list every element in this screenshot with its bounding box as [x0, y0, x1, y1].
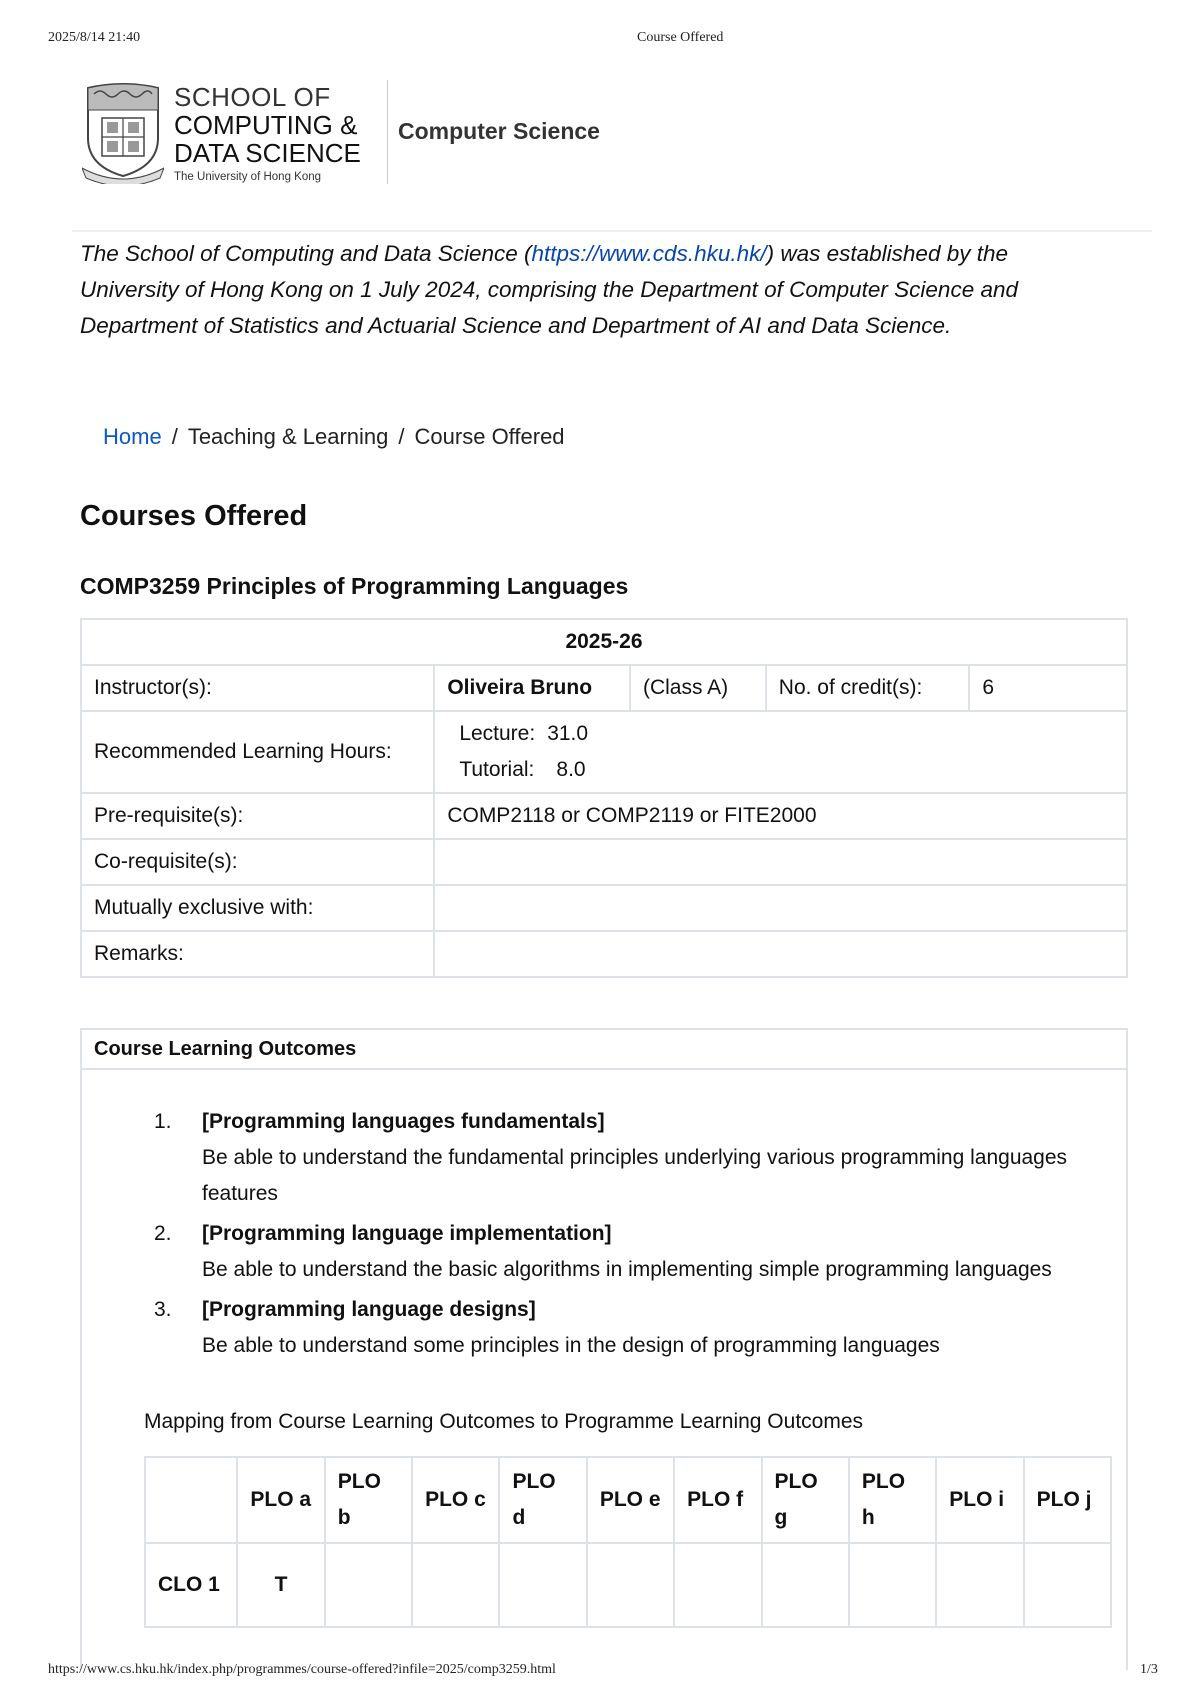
clo-description: Be able to understand some principles in the design of programming languages: [202, 1334, 940, 1357]
mapping-cell: [936, 1543, 1023, 1627]
plo-header: PLO c: [412, 1457, 499, 1543]
department-name[interactable]: Computer Science: [398, 118, 600, 144]
mapping-cell: [412, 1543, 499, 1627]
plo-header: PLO e: [587, 1457, 674, 1543]
intro-paragraph: [80, 236, 1060, 344]
lecture-label: Lecture:: [459, 722, 536, 745]
header-rule: [72, 230, 1152, 232]
school-name-line1: SCHOOL OF: [174, 82, 331, 112]
plo-header: PLO b: [325, 1457, 412, 1543]
plo-header: PLO i: [936, 1457, 1023, 1543]
mapping-cell: [849, 1543, 936, 1627]
prereq-label: Pre-requisite(s):: [81, 793, 434, 839]
corner-cell: [145, 1457, 237, 1543]
plo-header: PLO d: [499, 1457, 586, 1543]
plo-header: PLO g: [762, 1457, 849, 1543]
clo-row-label: CLO 1: [145, 1543, 237, 1627]
mapping-caption: Mapping from Course Learning Outcomes to Programme Learning Outcomes: [144, 1410, 864, 1433]
instructor-name: Oliveira Bruno: [434, 665, 630, 711]
clo-number: 3.: [154, 1298, 172, 1321]
clo-title: [Programming languages fundamentals]: [202, 1110, 605, 1133]
hku-crest-logo[interactable]: [82, 80, 164, 184]
school-name-line2: COMPUTING &: [174, 110, 358, 140]
credits-label: No. of credit(s):: [766, 665, 970, 711]
cds-website-link[interactable]: https://www.cds.hku.hk/: [531, 241, 767, 266]
breadcrumb-separator: /: [398, 424, 405, 449]
clo-item: [154, 1292, 1094, 1364]
mapping-cell: [325, 1543, 412, 1627]
clo-item: [154, 1104, 1094, 1212]
mapping-cell: [587, 1543, 674, 1627]
table-row: [145, 1543, 1111, 1627]
course-info-table: [80, 618, 1128, 978]
plo-header: PLO a: [237, 1457, 324, 1543]
breadcrumb-current: Course Offered: [414, 424, 565, 449]
intro-text-start: The School of Computing and Data Science (: [80, 241, 532, 266]
credits-value: 6: [969, 665, 1127, 711]
tutorial-label: Tutorial:: [459, 758, 535, 781]
lecture-hours-row: [447, 716, 1114, 752]
lecture-hours: 31.0: [547, 722, 589, 745]
breadcrumb-separator: /: [171, 424, 178, 449]
mapping-cell: [674, 1543, 761, 1627]
exclusive-value: [434, 885, 1127, 931]
university-name: The University of Hong Kong: [174, 171, 322, 183]
clo-panel: [80, 1028, 1128, 1670]
page-title: Courses Offered: [80, 500, 308, 532]
plo-header: PLO f: [674, 1457, 761, 1543]
instructor-label: Instructor(s):: [81, 665, 434, 711]
mapping-cell: [1024, 1543, 1111, 1627]
clo-number: 2.: [154, 1222, 172, 1245]
mapping-cell: [762, 1543, 849, 1627]
print-page-number: 1/3: [1140, 1662, 1158, 1677]
intro-text-end: ) was established by the University of Hong Kong on 1 July 2024, comprising the Department of Computer Science and Department of Statistics and Actuarial Science and Department of AI and Data Science.: [80, 241, 1019, 338]
prereq-value: COMP2118 or COMP2119 or FITE2000: [434, 793, 1127, 839]
coreq-value: [434, 839, 1127, 885]
exclusive-label: Mutually exclusive with:: [81, 885, 434, 931]
academic-year: 2025-26: [81, 619, 1127, 665]
breadcrumb-home[interactable]: Home: [103, 424, 162, 449]
plo-header: PLO j: [1024, 1457, 1111, 1543]
breadcrumb-section[interactable]: Teaching & Learning: [187, 424, 389, 449]
hours-value: [434, 711, 1127, 793]
hours-label: Recommended Learning Hours:: [81, 711, 434, 793]
school-wordmark: [174, 84, 374, 184]
header-divider: [387, 80, 388, 184]
plo-header: PLO h: [849, 1457, 936, 1543]
clo-number: 1.: [154, 1110, 172, 1133]
school-name-line3: DATA SCIENCE: [174, 138, 361, 168]
tutorial-hours: 8.0: [556, 758, 586, 781]
breadcrumb: [103, 424, 565, 450]
clo-description: Be able to understand the basic algorithms in implementing simple programming languages: [202, 1258, 1052, 1281]
mapping-cell: T: [237, 1543, 324, 1627]
course-title: COMP3259 Principles of Programming Languages: [80, 573, 629, 599]
clo-heading: Course Learning Outcomes: [82, 1030, 1126, 1070]
plo-header-row: [145, 1457, 1111, 1543]
print-datetime: 2025/8/14 21:40: [48, 30, 141, 45]
clo-list: [154, 1104, 1094, 1368]
print-title: Course Offered: [637, 30, 724, 45]
instructor-class: (Class A): [630, 665, 766, 711]
clo-title: [Programming language implementation]: [202, 1222, 612, 1245]
print-url: https://www.cs.hku.hk/index.php/programmes/course-offered?infile=2025/comp3259.html: [48, 1662, 556, 1677]
clo-plo-mapping-table: [144, 1456, 1112, 1628]
mapping-cell: [499, 1543, 586, 1627]
clo-title: [Programming language designs]: [202, 1298, 536, 1321]
coreq-label: Co-requisite(s):: [81, 839, 434, 885]
clo-description: Be able to understand the fundamental principles underlying various programming languages features: [202, 1146, 1068, 1205]
remarks-value: [434, 931, 1127, 977]
site-header: [82, 80, 642, 190]
remarks-label: Remarks:: [81, 931, 434, 977]
tutorial-hours-row: [447, 752, 1114, 788]
clo-item: [154, 1216, 1094, 1288]
